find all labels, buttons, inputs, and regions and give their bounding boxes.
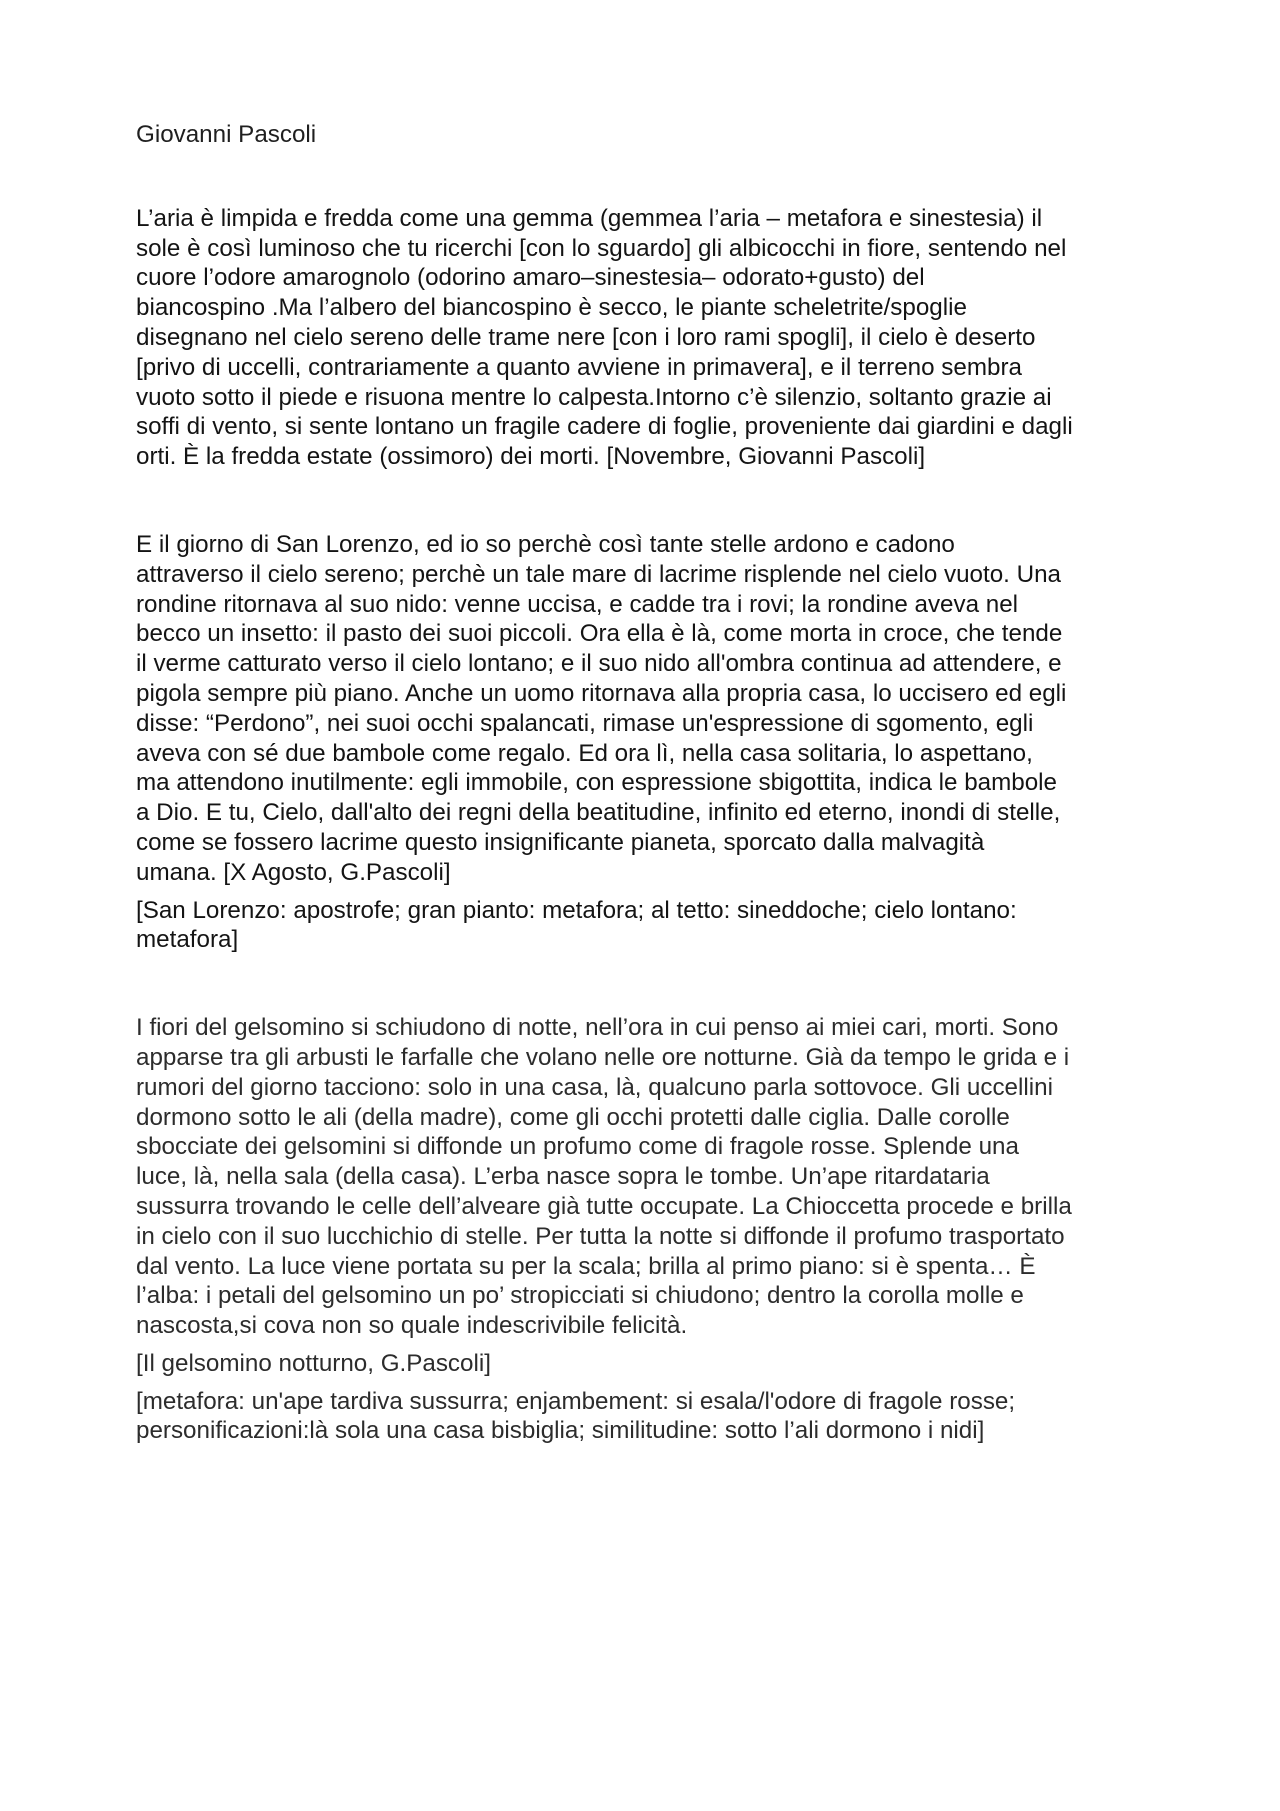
document-page [136,120,1146,1446]
paragraph-novembre: L’aria è limpida e fredda come una gemma (gemmea l’aria – metafora e sinestesia) il sole è così luminoso che tu ricerchi [con lo sguardo] gli albicocchi in fiore, sentendo nel cuore l’odore amarognolo (odorino amaro–sinestesia– odorato+gusto) del biancospino .Ma l’albero del biancospino è secco, le piante scheletrite/spoglie disegnano nel cielo sereno delle trame nere [con i loro rami spogli], il cielo è deserto [privo di uccelli, contrariamente a quanto avviene in primavera], e il terreno sembra vuoto sotto il piede e risuona mentre lo calpesta.Intorno c’è silenzio, soltanto grazie ai soffi di vento, si sente lontano un fragile cadere di foglie, proveniente dai giardini e dagli orti. È la fredda estate (ossimoro) dei morti. [Novembre, Giovanni Pascoli] [136,204,1073,471]
paragraph-gelsomino-figures: [metafora: un'ape tardiva sussurra; enjambement: si esala/l'odore di fragole rosse; personificazioni:là sola una casa bisbiglia; similitudine: sotto l’ali dormono i nidi] [136,1387,1016,1445]
section-spacer [136,955,1146,1013]
paragraph-gelsomino: I fiori del gelsomino si schiudono di notte, nell’ora in cui penso ai miei cari, morti. Sono apparse tra gli arbusti le farfalle che volano nelle ore notturne. Già da tempo le grida e i rumori del giorno tacciono: solo in una casa, là, qualcuno parla sottovoce. Gli uccellini dormono sotto le ali (della madre), come gli occhi protetti dalle ciglia. Dalle corolle sbocciate dei gelsomini si diffonde un profumo come di fragole rosse. Splende una luce, là, nella sala (della casa). L’erba nasce sopra le tombe. Un’ape ritardataria sussurra trovando le celle dell’alveare già tutte occupate. La Chioccetta procede e brilla in cielo con il suo lucchichio di stelle. Per tutta la notte si diffonde il profumo trasportato dal vento. La luce viene portata su per la scala; brilla al primo piano: si è spenta… È l’alba: i petali del gelsomino un po’ stropicciati si chiudono; dentro la corolla molle e nascosta,si cova non so quale indescrivibile felicità. [136,1014,1072,1340]
paragraph-x-agosto: E il giorno di San Lorenzo, ed io so perchè così tante stelle ardono e cadono attraverso il cielo sereno; perchè un tale mare di lacrime risplende nel cielo vuoto. Una rondine ritornava al suo nido: venne uccisa, e cadde tra i rovi; la rondine aveva nel becco un insetto: il pasto dei suoi piccoli. Ora ella è là, come morta in croce, che tende il verme catturato verso il cielo lontano; e il suo nido all'ombra continua ad attendere, e pigola sempre più piano. Anche un uomo ritornava alla propria casa, lo uccisero ed egli disse: “Perdono”, nei suoi occhi spalancati, rimase un'espressione di sgomento, egli aveva con sé due bambole come regalo. Ed ora lì, nella casa solitaria, lo aspettano, ma attendono inutilmente: egli immobile, con espressione sbigottita, indica le bambole a Dio. E tu, Cielo, dall'alto dei regni della beatitudine, infinito ed eterno, inondi di stelle, come se fossero lacrime questo insignificante pianeta, sporcato dalla malvagità umana. [X Agosto, G.Pascoli] [136,530,1067,886]
section-spacer [136,472,1146,530]
paragraph-spacer [136,1379,1146,1387]
paragraph-spacer [136,1341,1146,1349]
paragraph-spacer [136,888,1146,896]
paragraph-x-agosto-figures: [San Lorenzo: apostrofe; gran pianto: metafora; al tetto: sineddoche; cielo lontano: metafora] [136,896,1017,954]
paragraph-gelsomino-source: [Il gelsomino notturno, G.Pascoli] [136,1349,491,1377]
document-title: Giovanni Pascoli [136,121,317,148]
